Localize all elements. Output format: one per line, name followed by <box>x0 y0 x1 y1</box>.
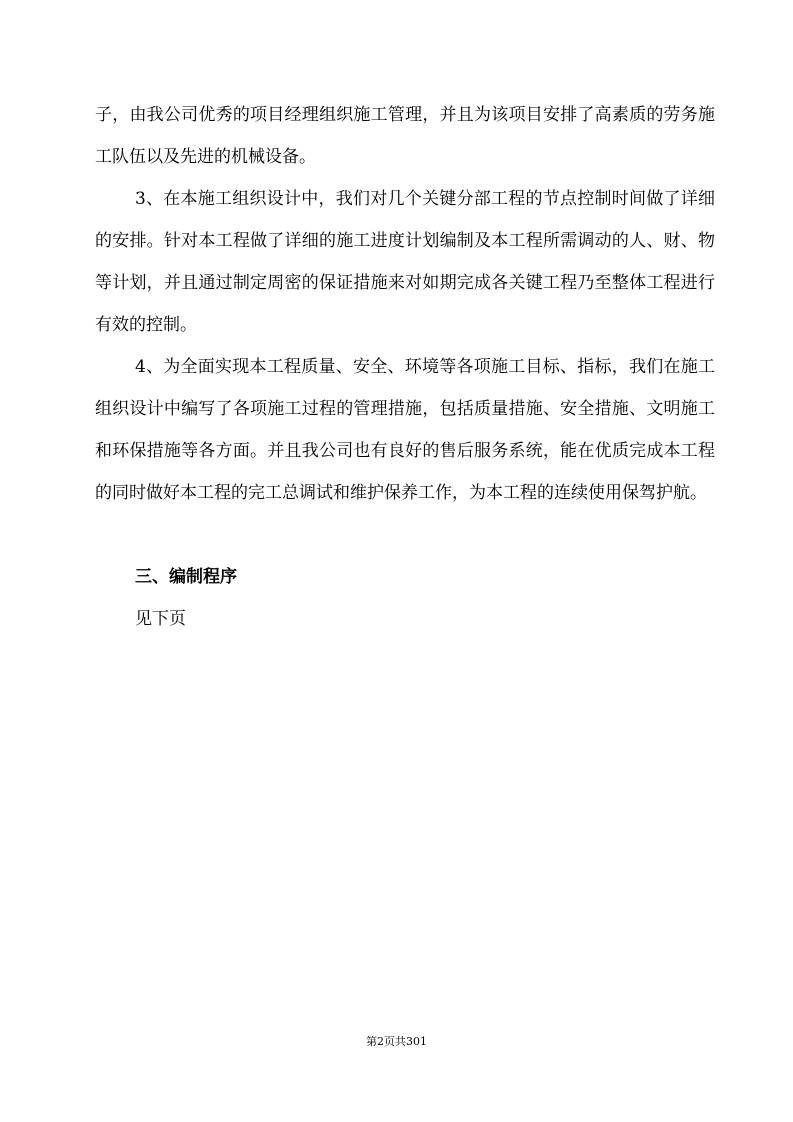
page-footer: 第2页共301 <box>366 1035 427 1048</box>
section-heading: 三、编制程序 <box>135 567 237 587</box>
paragraph-item-3: 3、在本施工组织设计中，我们对几个关键分部工程的节点控制时间做了详细的安排。针对本工程做了详细的施工进度计划编制及本工程所需调动的人、财、物等计划，并且通过制定周密的保证措施来对如期完成各关键工程乃至整体工程进行有效的控制。 <box>95 189 715 335</box>
section-body: 见下页 <box>135 609 186 629</box>
paragraph-item-4: 4、为全面实现本工程质量、安全、环境等各项施工目标、指标，我们在施工组织设计中编写了各项施工过程的管理措施，包括质量措施、安全措施、文明施工和环保措施等各方面。并且我公司也有良好的售后服务系统，能在优质完成本工程的同时做好本工程的完工总调试和维护保养工作，为本工程的连续使用保驾护航。 <box>95 357 715 503</box>
paragraph-continuation: 子，由我公司优秀的项目经理组织施工管理，并且为该项目安排了高素质的劳务施工队伍以及先进的机械设备。 <box>95 105 715 167</box>
